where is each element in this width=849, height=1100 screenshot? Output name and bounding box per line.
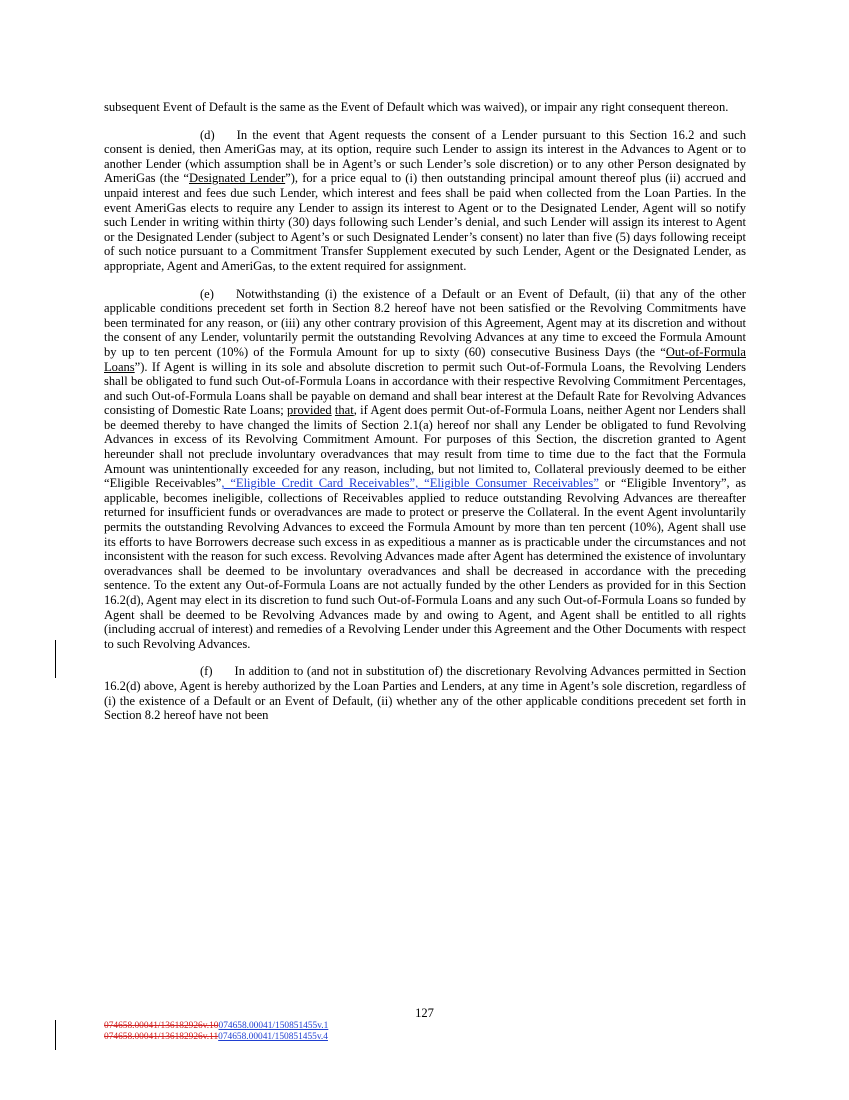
paragraph-e <box>104 287 746 652</box>
paragraph-d-label: (d) <box>200 127 215 142</box>
defined-term-designated-lender: Designated Lender <box>189 171 286 186</box>
document-footer <box>104 1021 328 1043</box>
change-bar-insertion <box>55 640 56 678</box>
footer-inserted-ref-1: 074658.00041/150851455v.1 <box>218 1021 329 1031</box>
footer-line-2 <box>104 1032 328 1043</box>
tracked-insertion: , “Eligible Credit Card Receivables”, “Eligible Consumer Receivables” <box>221 476 599 491</box>
paragraph-f <box>104 664 746 722</box>
paragraph-d <box>104 128 746 274</box>
paragraph-e-text-1: Notwithstanding (i) the existence of a Default or an Event of Default, (ii) that any of the other applicable conditions precedent set forth in Section 8.2 hereof have not been satisfied or the Revolving Commitments have been terminated for any reason, or (iii) any other contrary provision of this Agreement, Agent may at its discretion and without the consent of any Lender, voluntarily permit the outstanding Revolving Advances at any time to exceed the Formula Amount by up to ten percent (10%) of the Formula Amount for up to sixty (60) consecutive Business Days (the “ <box>104 286 746 359</box>
paragraph-e-text-3: , if Agent does permit Out-of-Formula Loans, neither Agent nor Lenders shall be deemed thereby to have changed the limits of Section 2.1(a) hereof nor shall any Lender be obligated to fund Revolving Advances in excess of its Revolving Commitment Amount. For purposes of this Section, the discretion granted to Agent hereunder shall not preclude involuntary overadvances that may result from time to time due to the fact that the Formula Amount was unintentionally exceeded for any reason, including, but not limited to, Collateral previously deemed to be either “Eligible Receivables” <box>104 403 747 491</box>
document-body <box>104 100 746 736</box>
paragraph-d-text-1: In the event that Agent requests the consent of a Lender pursuant to this Section 16.2 and such consent is denied, then AmeriGas may, at its option, require such Lender to assign its interest in the Advances to Agent or to another Lender (which assumption shall be in Agent’s or such Lender’s sole discretion) or to any other Person designated by AmeriGas (the “ <box>104 127 746 186</box>
paragraph-e-text-2: ”). If Agent is willing in its sole and absolute discretion to permit such Out-of-Formula Loans, the Revolving Lenders shall be obligated to fund such Out-of-Formula Loans in accordance with their respective Revolving Commitment Percentages, and such Out-of-Formula Loans shall be payable on demand and shall bear interest at the Default Rate for Revolving Advances consisting of Domestic Rate Loans; <box>104 359 746 418</box>
paragraph-intro: subsequent Event of Default is the same as the Event of Default which was waived), or impair any right consequent thereon. <box>104 100 729 114</box>
paragraph-e-label: (e) <box>200 286 214 301</box>
defined-term-out-of-formula-loans: Out-of-Formula Loans <box>104 344 746 374</box>
page-number: 127 <box>415 1006 434 1020</box>
footer-deleted-ref-2: 074658.00041/136182926v.11 <box>104 1032 219 1042</box>
provided-word: provided <box>287 403 332 418</box>
paragraph-e-text-4: or “Eligible Inventory”, as applicable, becomes ineligible, collections of Receivables applied to reduce outstanding Revolving Advances are thereafter returned for insufficient funds or overadvances are made to protect or preserve the Collateral. In the event Agent involuntarily permits the outstanding Revolving Advances to exceed the Formula Amount by more than ten percent (10%), Agent shall use its efforts to have Borrowers decrease such excess in as expeditious a manner as is practicable under the circumstances and not inconsistent with the reason for such excess. Revolving Advances made after Agent has determined the existence of involuntary overadvances shall be deemed to be involuntary overadvances and shall be decreased in accordance with the preceding sentence. To the extent any Out-of-Formula Loans are not actually funded by the other Lenders as provided for in this Section 16.2(d), Agent may elect in its discretion to fund such Out-of-Formula Loans and any such Out-of-Formula Loans so funded by Agent shall be deemed to be Revolving Advances made by and owing to Agent, and Agent shall be entitled to all rights (including accrual of interest) and remedies of a Revolving Lender under this Agreement and the Other Documents with respect to such Revolving Advances. <box>104 476 746 651</box>
that-word: that <box>334 403 354 418</box>
paragraph-d-text-2: ”), for a price equal to (i) then outstanding principal amount thereof plus (ii) accrued and unpaid interest and fees due such Lender, which interest and fees shall be paid when collected from the Loan Parties. In the event AmeriGas elects to require any Lender to assign its interest to Agent or to the Designated Lender, Agent will so notify such Lender in writing within thirty (30) days following such Lender’s denial, and such Lender will assign its interest to Agent or the Designated Lender (subject to Agent’s or such Designated Lender’s consent) no later than five (5) days following receipt of such notice pursuant to a Commitment Transfer Supplement executed by such Lender, Agent or the Designated Lender, as appropriate, Agent and AmeriGas, to the extent required for assignment. <box>104 171 747 273</box>
paragraph-f-label: (f) <box>200 664 213 679</box>
footer-line-1 <box>104 1021 328 1032</box>
footer-deleted-ref-1: 074658.00041/136182926v.10 <box>104 1021 219 1031</box>
paragraph-f-text: In addition to (and not in substitution of) the discretionary Revolving Advances permitted in Section 16.2(d) above, Agent is hereby authorized by the Loan Parties and Lenders, at any time in Agent’s sole discretion, regardless of (i) the existence of a Default or an Event of Default, (ii) whether any of the other applicable conditions precedent set forth in Section 8.2 hereof have not been <box>104 664 746 723</box>
change-bar-footer <box>55 1020 56 1050</box>
footer-inserted-ref-2: 074658.00041/150851455v.4 <box>218 1032 328 1042</box>
